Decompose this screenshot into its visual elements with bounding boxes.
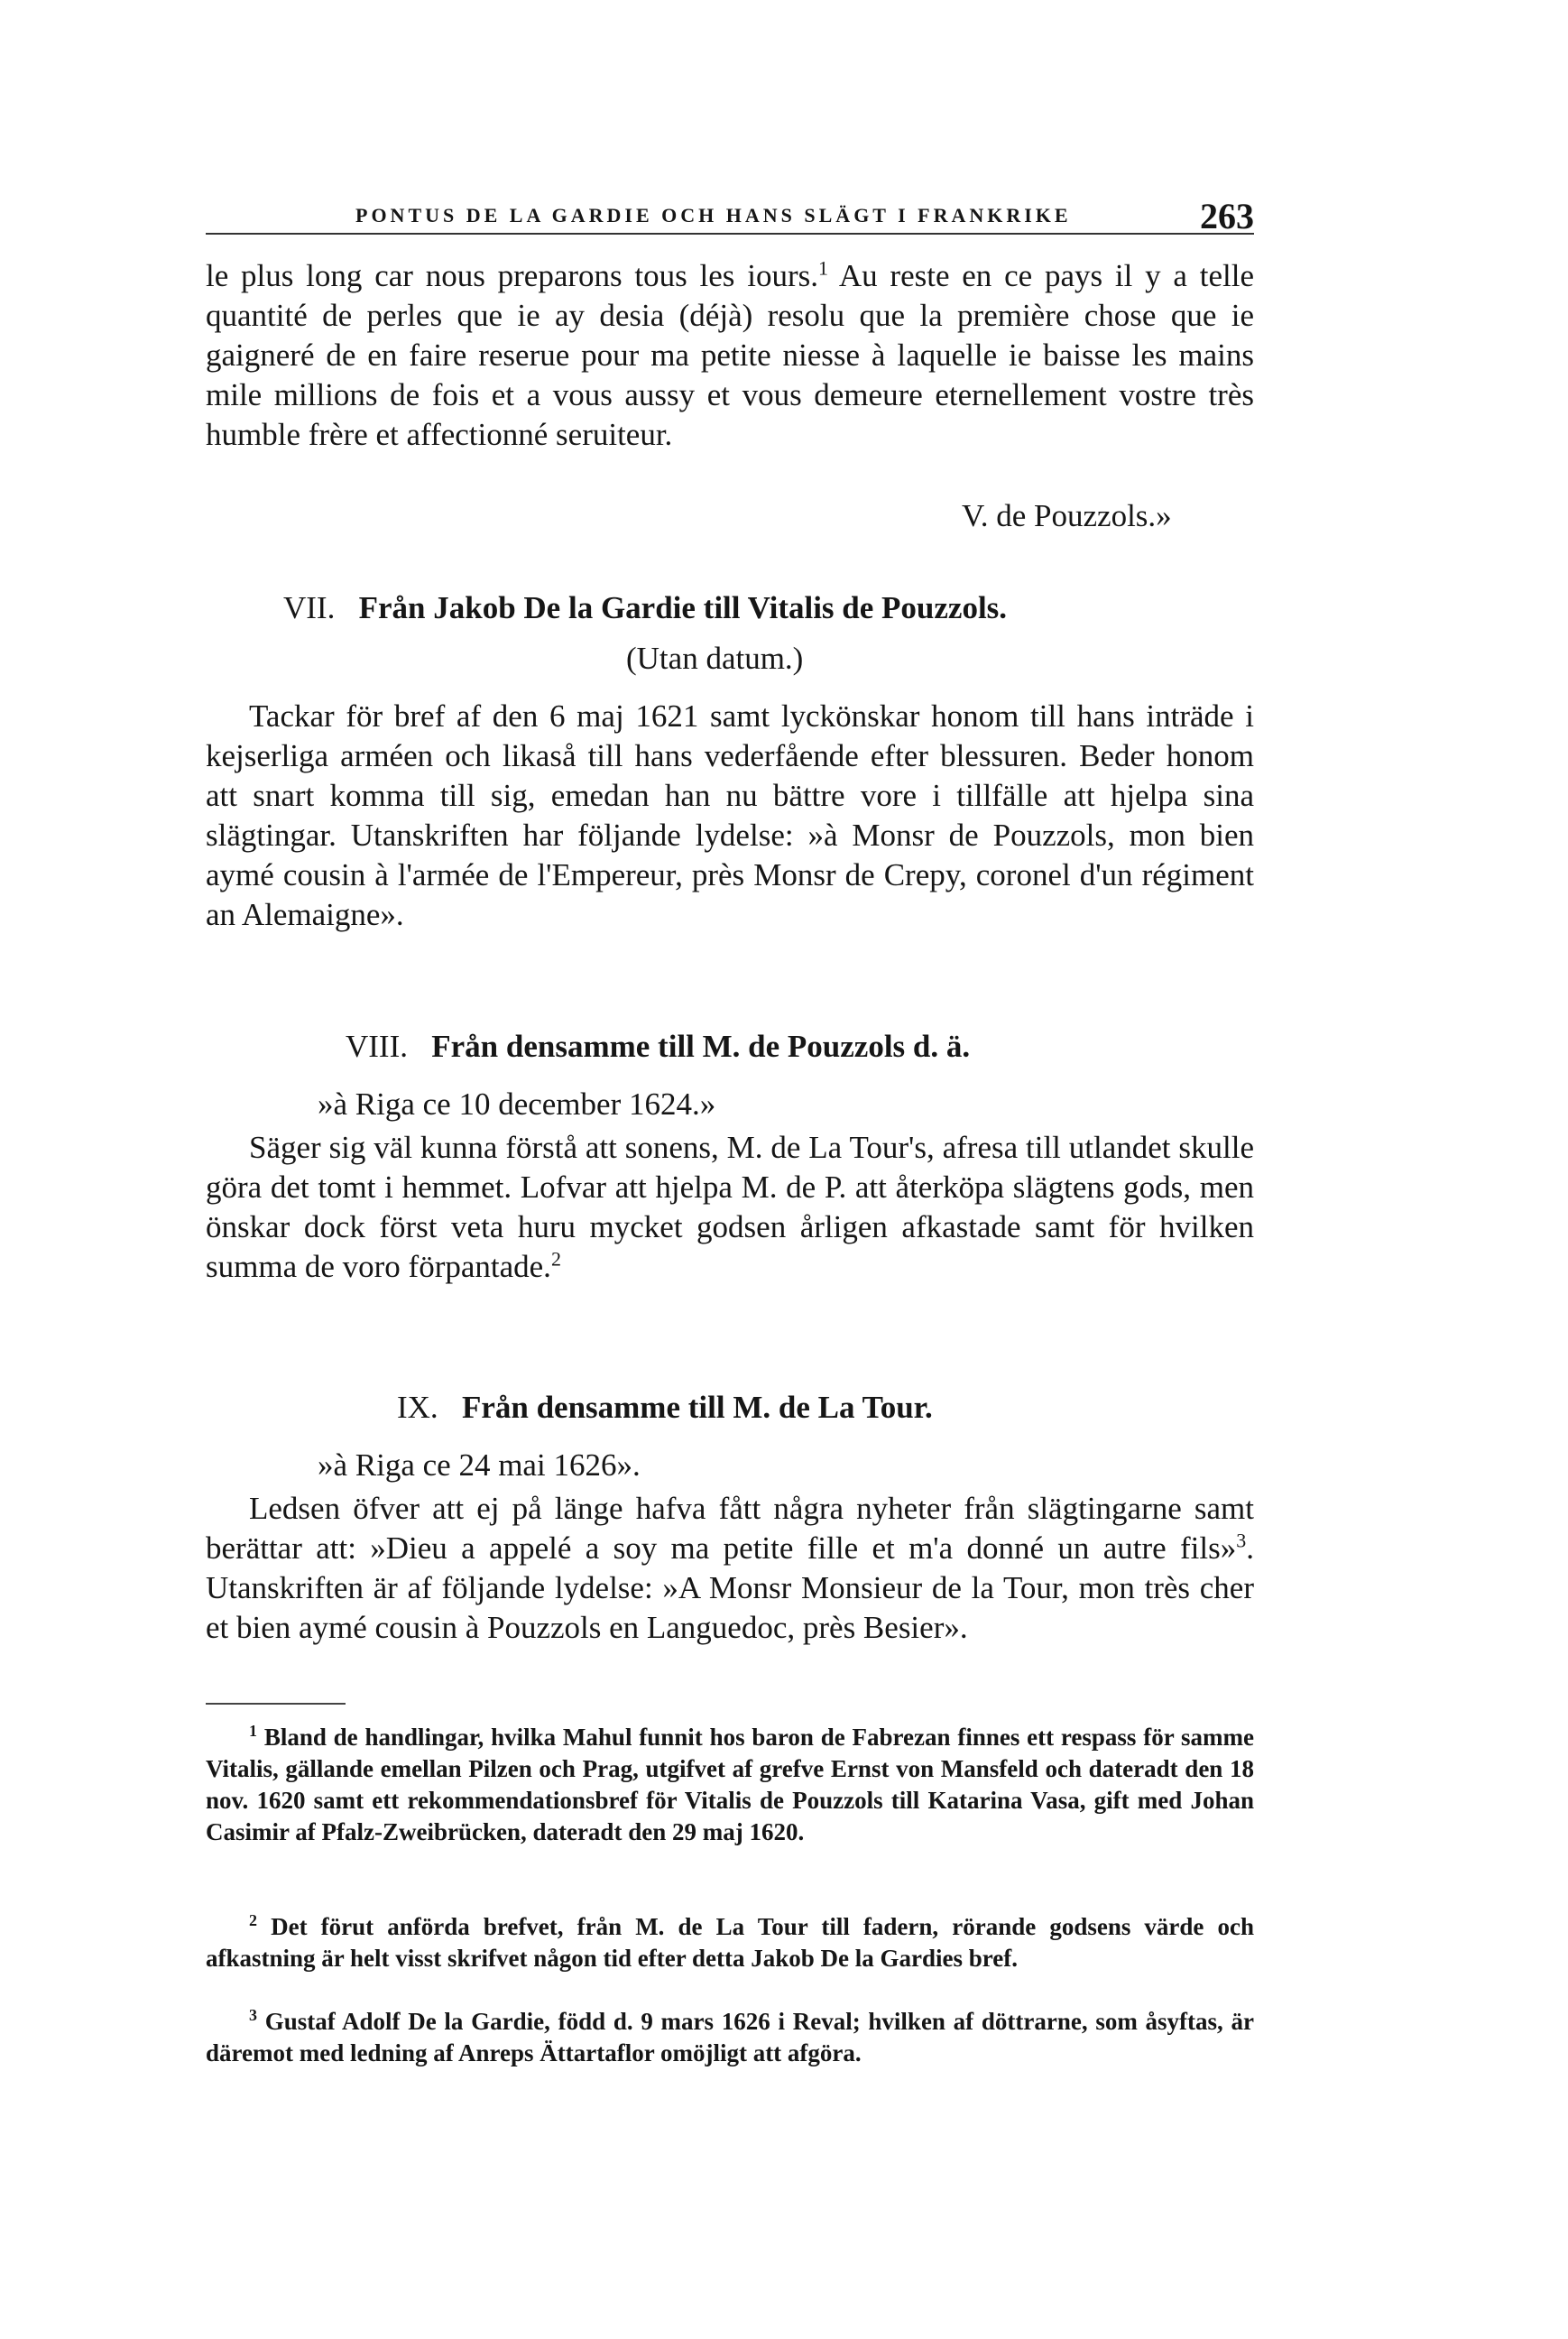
section-vii-numeral: VII. (283, 590, 336, 625)
footnote-1-text: Bland de handlingar, hvilka Mahul funnit hos baron de Fabrezan finnes ett respass för samme Vitalis, gällande emellan Pilzen och Prag, utgifvet af grefve Ernst von Mansfeld och dateradt den 18 nov. 1620 samt ett rekommendationsbref för Vitalis de Pouzzols till Katarina Vasa, gift med Johan Casimir af Pfalz-Zweibrücken, dateradt den 29 maj 1620. (206, 1724, 1255, 1845)
section-vii-dateline: (Utan datum.) (626, 641, 804, 676)
footnote-2-text: Det förut anförda brefvet, från M. de La Tour till fadern, rörande godsens värde och afkastning är helt visst skrifvet någon tid efter detta Jakob De la Gardies bref. (206, 1913, 1255, 1972)
running-title: PONTUS DE LA GARDIE OCH HANS SLÄGT I FRANKRIKE (355, 204, 1072, 227)
footnote-1 (206, 1722, 1254, 1848)
section-ix-heading (397, 1390, 933, 1426)
section-vii-body: Tackar för bref af den 6 maj 1621 samt lyckönskar honom till hans inträde i kejserliga arméen och likaså till hans vederfående efter blessuren. Beder honom att snart komma till sig, emedan han nu bättre vore i tillfälle att hjelpa sina slägtingar. Utanskriften har följande lydelse: »à Monsr de Pouzzols, mon bien aymé cousin à l'armée de l'Empereur, près Monsr de Crepy, coronel d'un régiment an Alemaigne». (206, 698, 1254, 932)
footnote-1-mark: 1 (249, 1722, 257, 1740)
intro-letter-text (206, 256, 1254, 455)
intro-letter-part-a: le plus long car nous preparons tous les iours. (206, 258, 818, 293)
section-ix-body (206, 1489, 1254, 1648)
section-ix-title: Från densamme till M. de La Tour. (461, 1390, 933, 1425)
footnote-3-text: Gustaf Adolf De la Gardie, född d. 9 mars 1626 i Reval; hvilken af döttrarne, som åsyftas, är däremot med ledning af Anreps Ättartaflor omöjligt att afgöra. (206, 2008, 1255, 2066)
section-viii-body-text (206, 1128, 1254, 1287)
signature: V. de Pouzzols.» (962, 498, 1172, 533)
intro-letter (206, 256, 1254, 455)
section-viii-body: Säger sig väl kunna förstå att sonens, M. de La Tour's, afresa till utlandet skulle göra det tomt i hemmet. Lofvar att hjelpa M. de P. att återköpa slägtens gods, men önskar dock först veta huru mycket godsen årligen afkastade samt för hvilken summa de voro förpantade. (206, 1130, 1254, 1284)
section-vii-body-block (206, 697, 1254, 935)
footnote-3 (206, 2006, 1254, 2069)
footnote-2 (206, 1911, 1254, 1974)
section-vii-title: Från Jakob De la Gardie till Vitalis de Pouzzols. (358, 590, 1008, 625)
section-viii-heading (346, 1029, 970, 1065)
section-viii-numeral: VIII. (346, 1029, 408, 1064)
intro-letter-part-b: Au reste en ce pays il y a telle quantité de perles que ie ay desia (déjà) resolu que la première chose que ie gaigneré de en faire reserue pour ma petite niesse à laquelle ie baisse les mains mile millions de fois et a vous aussy et vous demeure eternellement vostre très humble frère et affectionné seruiteur. (206, 258, 1254, 452)
section-ix-body-block (206, 1489, 1254, 1648)
section-viii-dateline: »à Riga ce 10 december 1624.» (318, 1086, 716, 1122)
footnote-ref-2: 2 (550, 1247, 561, 1271)
footnote-ref-3: 3 (1236, 1529, 1247, 1552)
page-number: 263 (1200, 196, 1254, 236)
running-header (206, 196, 1254, 236)
section-vii-heading (283, 590, 1007, 626)
section-ix-dateline: »à Riga ce 24 mai 1626». (318, 1447, 641, 1483)
section-viii-title: Från densamme till M. de Pouzzols d. ä. (431, 1029, 971, 1064)
section-viii-body-block (206, 1128, 1254, 1287)
footnote-separator (206, 1703, 346, 1705)
footnote-3-mark: 3 (249, 2006, 257, 2024)
section-ix-numeral: IX. (397, 1390, 438, 1425)
footnote-2-mark: 2 (249, 1911, 257, 1929)
section-ix-body-part-b: . Utanskriften är af följande lydelse: »A Monsr Monsieur de la Tour, mon très cher et bien aymé cousin à Pouzzols en Languedoc, près Besier». (206, 1530, 1254, 1645)
section-ix-body-part-a: Ledsen öfver att ej på länge hafva fått några nyheter från slägtingarne samt berättar att: »Dieu a appelé a soy ma petite fille et m'a donné un autre fils» (206, 1491, 1254, 1566)
footnote-ref-1: 1 (817, 256, 828, 280)
